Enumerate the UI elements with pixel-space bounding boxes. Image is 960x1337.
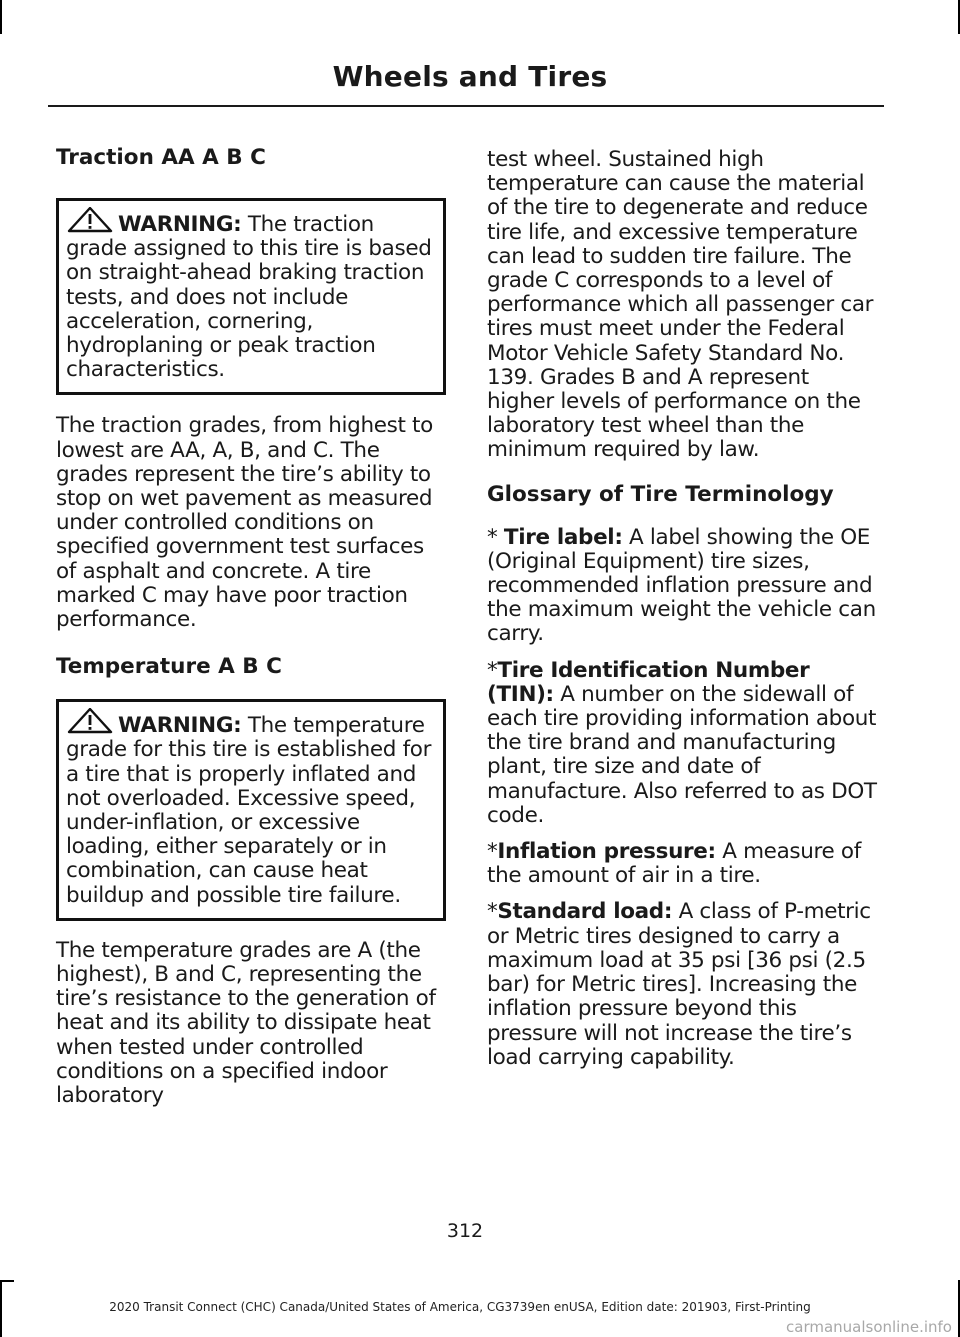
glossary-term: Tire label: — [503, 524, 623, 550]
glossary-definition: A number on the sidewall of each tire providing information about the tire brand and manufacturing plant, tire size and date of manufacture. Also referred to as DOT code. — [487, 681, 877, 828]
glossary-term: Inflation pressure: — [497, 839, 716, 865]
glossary-prefix: * — [487, 657, 498, 683]
glossary-item-standard-load — [487, 900, 882, 1069]
warning-body: The traction grade assigned to this tire is based on straight-ahead braking traction tests, and does not include acceleration, cornering, hydroplaning or peak traction characteristics. — [66, 212, 432, 383]
temperature-paragraph: The temperature grades are A (the highest), B and C, representing the tire’s resistance to the generation of heat and its ability to dissipate heat when tested under controlled conditions on a specified indoor laboratory — [56, 937, 436, 1109]
glossary-item-tire-label — [487, 526, 882, 647]
crop-mark-top-left — [0, 0, 2, 34]
page-title: Wheels and Tires — [332, 60, 608, 93]
warning-triangle-icon — [66, 708, 114, 734]
left-column — [56, 145, 446, 1108]
traction-warning-box — [56, 198, 446, 395]
temperature-heading: Temperature A B C — [56, 654, 282, 680]
glossary-definition: A label showing the OE (Original Equipment) tire sizes, recommended inflation pressure and the maximum weight the vehicle can carry. — [487, 524, 876, 647]
glossary-prefix: * — [487, 899, 498, 925]
footer-edition-info: 2020 Transit Connect (CHC) Canada/United States of America, CG3739en enUSA, Edition date: 201903, First-Printing — [109, 1300, 811, 1314]
glossary-definition: A class of P-metric or Metric tires designed to carry a maximum load at 35 psi [36 psi (2.5 bar) for Metric tires]. Increasing the inflation pressure beyond this pressure will not increase the tire’s load carrying capability. — [487, 899, 871, 1070]
warning-label: WARNING: — [118, 212, 242, 237]
glossary-definition: A measure of the amount of air in a tire. — [487, 839, 861, 889]
header-divider — [48, 105, 884, 107]
traction-warning-text — [66, 207, 437, 382]
watermark: carmanualsonline.info — [786, 1318, 952, 1336]
crop-mark-bottom-left-h — [0, 1280, 14, 1282]
traction-heading: Traction AA A B C — [56, 145, 266, 170]
traction-paragraph: The traction grades, from highest to lowest are AA, A, B, and C. The grades represent the tire’s ability to stop on wet pavement as measured under controlled conditions on specified government test surfaces of asphalt and concrete. A tire marked C may have poor traction performance. — [56, 413, 433, 633]
warning-triangle-icon — [66, 207, 114, 233]
right-column — [487, 148, 882, 1070]
temperature-warning-box — [56, 699, 446, 921]
page-number: 312 — [446, 1220, 484, 1242]
glossary-item-tin — [487, 659, 882, 828]
continued-paragraph: test wheel. Sustained high temperature can cause the material of the tire to degenerate and reduce tire life, and excessive temperature can lead to sudden tire failure. The grade C corresponds to a level of performance which all passenger car tires must meet under the Federal Motor Vehicle Safety Standard No. 139. Grades B and A represent higher levels of performance on the laboratory test wheel than the minimum required by law. — [487, 147, 874, 463]
warning-body: The temperature grade for this tire is established for a tire that is properly inflated and not overloaded. Excessive speed, under-inflation, or excessive loading, either separately or in combination, can cause heat buildup and possible tire failure. — [66, 713, 432, 908]
glossary-prefix: * — [487, 839, 498, 865]
glossary-term: Tire Identification Number (TIN): — [487, 657, 810, 707]
glossary-term: Standard load: — [497, 899, 673, 925]
glossary-prefix: * — [487, 524, 504, 550]
glossary-heading: Glossary of Tire Terminology — [487, 481, 834, 507]
warning-label: WARNING: — [118, 713, 242, 739]
temperature-warning-text — [66, 708, 437, 908]
glossary-item-inflation-pressure — [487, 840, 882, 888]
